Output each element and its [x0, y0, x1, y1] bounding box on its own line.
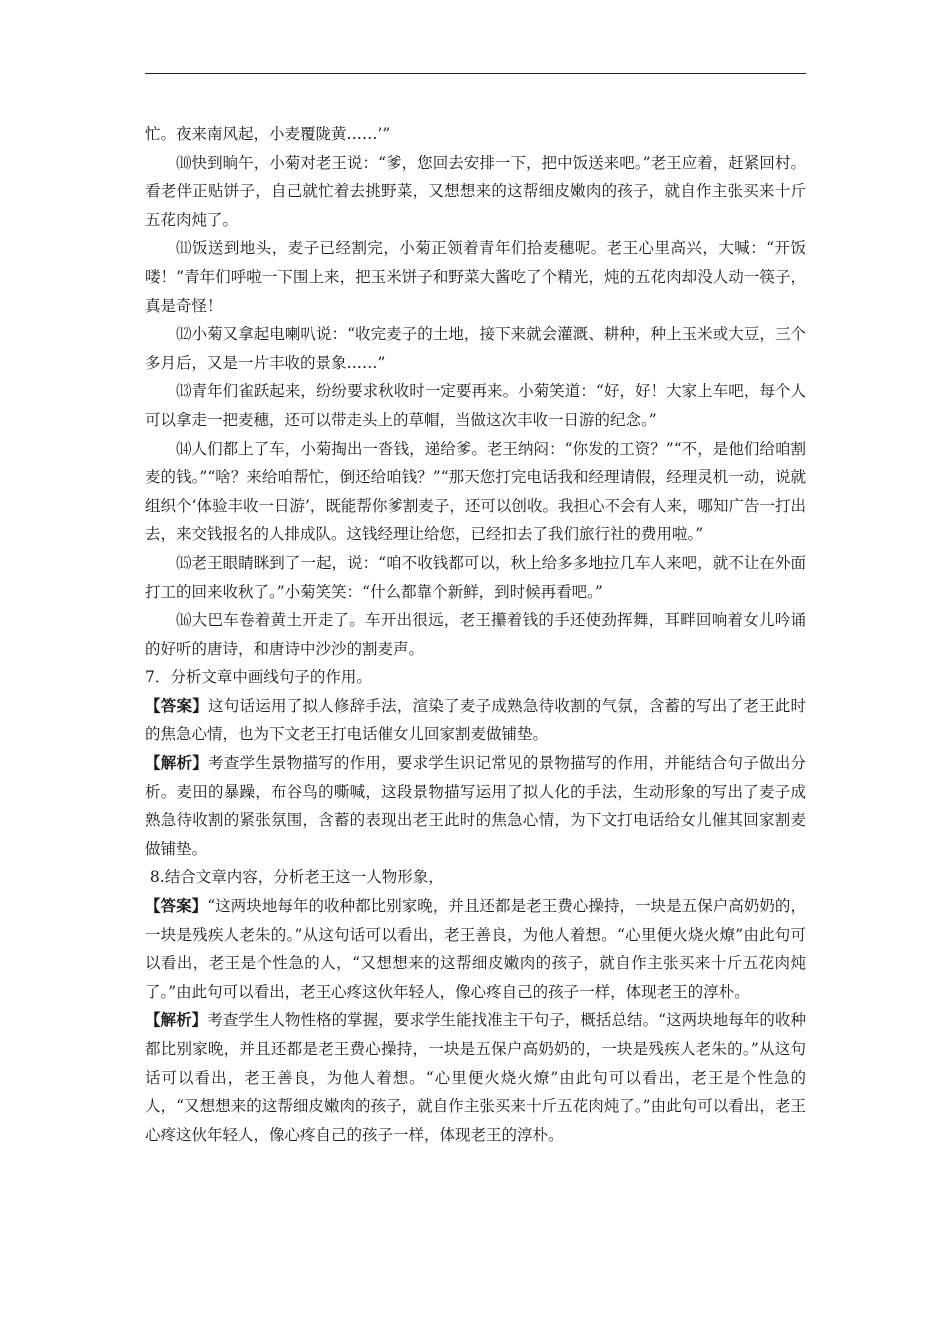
story-paragraph-15: ⒂老王眼睛眯到了一起，说：“咱不收钱都可以，秋上给多多地拉几车人来吧，就不让在外面打工的回来收秋了。”小菊笑笑：“什么都靠个新鲜，到时候再看吧。”	[145, 553, 806, 601]
analysis-tag: 【解析】	[145, 1010, 208, 1030]
answer-text: “这两块地每年的收种都比别家晚，并且还都是老王费心操持，一块是五保户高奶奶的，一块是残疾人老朱的。”从这句话可以看出，老王善良，为他人着想。“心里便火烧火燎”由此句可以看出，老王是个性急的人，“又想想来的这帮细皮嫩肉的孩子，就自作主张买来十斤五花肉炖了。”由此句可以看出，老王心疼这伙年轻人，像心疼自己的孩子一样，体现老王的淳朴。	[145, 897, 806, 1001]
answer-tag: 【答案】	[145, 695, 208, 715]
analysis-text: 考查学生人物性格的掌握，要求学生能找准主干句子，概括总结。“这两块地每年的收种都比别家晚，并且还都是老王费心操持，一块是五保户高奶奶的，一块是残疾人老朱的。”从这句话可以看出，老王善良，为他人着想。“心里便火烧火燎”由此句可以看出，老王是个性急的人，“又想想来的这帮细皮嫩肉的孩子，就自作主张买来十斤五花肉炖了。”由此句可以看出，老王心疼这伙年轻人，像心疼自己的孩子一样，体现老王的淳朴。	[145, 1011, 806, 1144]
document-body	[145, 120, 806, 1149]
question-8-analysis	[145, 1006, 806, 1149]
story-paragraph-16: ⒃大巴车卷着黄土开走了。车开出很远，老王攥着钱的手还使劲挥舞，耳畔回响着女儿吟诵的好听的唐诗，和唐诗中沙沙的割麦声。	[145, 611, 806, 658]
answer-tag: 【答案】	[145, 896, 208, 916]
story-paragraph-13: ⒀青年们雀跃起来，纷纷要求秋收时一定要再来。小菊笑道：“好，好！大家上车吧，每个人可以拿走一把麦穗，还可以带走头上的草帽，当做这次丰收一日游的纪念。”	[145, 382, 806, 429]
question-8: 8.结合文章内容，分析老王这一人物形象，	[145, 868, 444, 887]
story-paragraph-12: ⑿小菊又拿起电喇叭说：“收完麦子的土地，接下来就会灌溉、耕种，种上玉米或大豆，三个多月后，又是一片丰收的景象……”	[145, 325, 806, 372]
analysis-tag: 【解析】	[145, 753, 208, 773]
story-paragraph-14: ⒁人们都上了车，小菊掏出一沓钱，递给爹。老王纳闷：“你发的工资？”“不，是他们给咱割麦的钱。”“啥？来给咱帮忙，倒还给咱钱？”“那天您打完电话我和经理请假，经理灵机一动，说就组织个‘体验丰收一日游’，既能帮你爹割麦子，还可以创收。我担心不会有人来，哪知广告一打出去，来交钱报名的人排成队。这钱经理让给您，已经扣去了我们旅行社的费用啦。”	[145, 439, 806, 544]
question-7-answer	[145, 692, 806, 749]
story-paragraph-10: ⑽快到晌午，小菊对老王说：“爹，您回去安排一下，把中饭送来吧。”老王应着，赶紧回村。看老伴正贴饼子，自己就忙着去挑野菜，又想想来的这帮细皮嫩肉的孩子，就自作主张买来十斤五花肉炖了。	[145, 153, 806, 229]
question-7: 7．分析文章中画线句子的作用。	[145, 668, 372, 687]
story-paragraph-continued: 忙。夜来南风起，小麦覆陇黄……’”	[145, 125, 391, 143]
question-7-analysis	[145, 749, 806, 863]
question-8-answer	[145, 892, 806, 1006]
answer-text: 这句话运用了拟人修辞手法，渲染了麦子成熟急待收割的气氛，含蓄的写出了老王此时的焦急心情，也为下文老王打电话催女儿回家割麦做铺垫。	[145, 696, 806, 744]
header-rule	[145, 73, 806, 74]
analysis-text: 考查学生景物描写的作用，要求学生识记常见的景物描写的作用，并能结合句子做出分析。麦田的暴躁，布谷鸟的嘶喊，这段景物描写运用了拟人化的手法，生动形象的写出了麦子成熟急待收割的紧张氛围，含蓄的表现出老王此时的焦急心情，为下文打电话给女儿催其回家割麦做铺垫。	[145, 754, 806, 858]
story-paragraph-11: ⑾饭送到地头，麦子已经割完，小菊正领着青年们拾麦穗呢。老王心里高兴，大喊：“开饭喽！”青年们呼啦一下围上来，把玉米饼子和野菜大酱吃了个精光，炖的五花肉却没人动一筷子，真是奇怪！	[145, 239, 806, 315]
